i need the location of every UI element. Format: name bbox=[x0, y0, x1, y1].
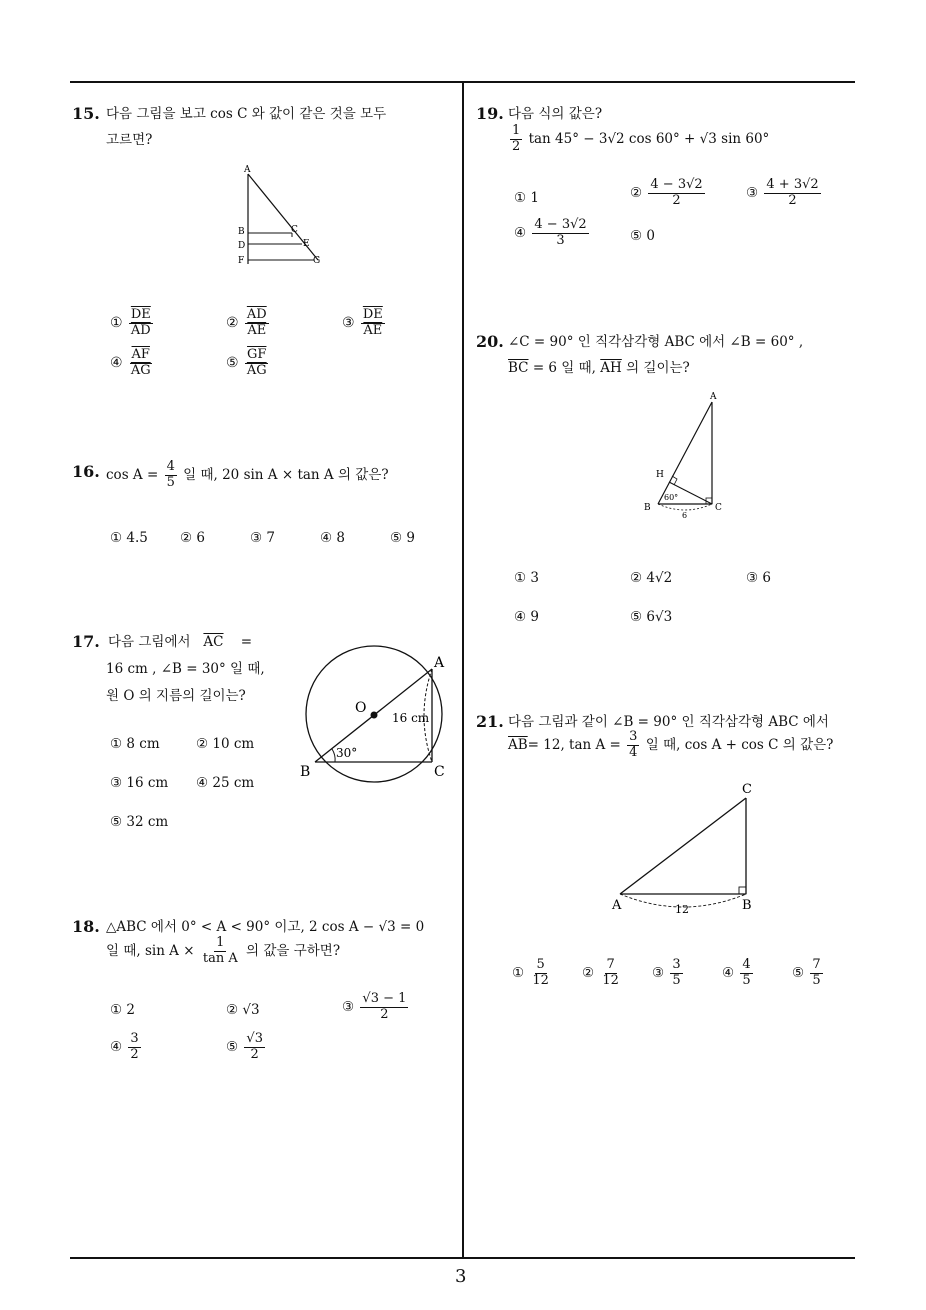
choice-3[interactable]: ③ 7 bbox=[250, 530, 275, 546]
label-a: A bbox=[710, 392, 717, 402]
choice-5[interactable]: ⑤ $\frac{7}{5}$ bbox=[792, 957, 821, 988]
question-number: 18. bbox=[72, 917, 100, 936]
choice-2[interactable]: ② 6 bbox=[180, 530, 205, 546]
label-a: A bbox=[244, 165, 251, 175]
column-divider bbox=[462, 81, 464, 1259]
angle-label: 60° bbox=[664, 493, 679, 502]
choice-1[interactable]: ① 8 cm bbox=[110, 736, 160, 752]
question-number: 20. bbox=[476, 332, 504, 351]
choice-4[interactable]: ④ $\frac{3}{2}$ bbox=[110, 1031, 139, 1062]
choice-4[interactable]: ④ 9 bbox=[514, 609, 539, 625]
choice-2[interactable]: ② $\frac{\overline{AD}}{AE}$ bbox=[226, 307, 267, 338]
choice-1[interactable]: ① 4.5 bbox=[110, 530, 148, 546]
label-c: C bbox=[742, 782, 752, 797]
length-label: 16 cm bbox=[392, 711, 430, 725]
label-e: E bbox=[303, 239, 310, 249]
question-text: △ABC 에서 0° < A < 90° 이고, 2 cos A − √3 = 0 bbox=[106, 919, 425, 935]
choice-5[interactable]: ⑤ 6√3 bbox=[630, 609, 673, 625]
label-o: O bbox=[355, 700, 367, 716]
choice-4[interactable]: ④ 25 cm bbox=[196, 775, 255, 791]
question-text: 원 O 의 지름의 길이는? bbox=[106, 688, 246, 704]
choice-5[interactable]: ⑤ 0 bbox=[630, 228, 655, 244]
question-text: $\overline{AB}= 12$, tan A = $\frac{3}{4}$ 일 때, cos A + cos C 의 값은? bbox=[508, 729, 834, 760]
triangle-figure bbox=[636, 388, 736, 523]
label-f: F bbox=[238, 256, 245, 266]
choice-1[interactable]: ① 1 bbox=[514, 190, 539, 206]
question-number: 19. bbox=[476, 104, 504, 123]
label-c: C bbox=[715, 503, 722, 513]
label-b: B bbox=[300, 764, 311, 780]
choice-2[interactable]: ② $\frac{4 - 3√2}{2}$ bbox=[630, 177, 703, 208]
choice-5[interactable]: ⑤ 9 bbox=[390, 530, 415, 546]
question-text: 고르면? bbox=[106, 132, 153, 148]
circle-figure bbox=[290, 636, 460, 786]
label-b: B bbox=[644, 503, 651, 513]
question-text: 다음 그림과 같이 ∠B = 90° 인 직각삼각형 ABC 에서 bbox=[508, 714, 829, 730]
choice-3[interactable]: ③ 16 cm bbox=[110, 775, 169, 791]
question-text: 다음 그림에서 $\overline{AC}$ = bbox=[108, 634, 252, 650]
question-text: cos A = $\frac{4}{5}$ 일 때, 20 sin A × tan A 의 값은? bbox=[106, 459, 389, 490]
choice-3[interactable]: ③ $\frac{3}{5}$ bbox=[652, 957, 681, 988]
label-a: A bbox=[434, 655, 445, 671]
choice-4[interactable]: ④ 8 bbox=[320, 530, 345, 546]
choice-1[interactable]: ① 2 bbox=[110, 1002, 135, 1018]
choice-3[interactable]: ③ $\frac{√3 - 1}{2}$ bbox=[342, 991, 407, 1022]
choice-1[interactable]: ① $\frac{5}{12}$ bbox=[512, 957, 549, 988]
length-label: 12 bbox=[675, 903, 689, 916]
question-number: 15. bbox=[72, 104, 100, 123]
choice-4[interactable]: ④ $\frac{4}{5}$ bbox=[722, 957, 751, 988]
choice-1[interactable]: ① 3 bbox=[514, 570, 539, 586]
choice-3[interactable]: ③ 6 bbox=[746, 570, 771, 586]
triangle-figure bbox=[606, 776, 766, 916]
label-d: D bbox=[238, 241, 246, 251]
question-text: 일 때, sin A × $\frac{1}{\text{tan A}}$ 의 값을 구하면? bbox=[106, 935, 341, 966]
page-number: 3 bbox=[455, 1266, 467, 1287]
length-label: 6 bbox=[682, 511, 688, 520]
angle-label: 30° bbox=[336, 746, 358, 760]
choice-3[interactable]: ③ $\frac{4 + 3√2}{2}$ bbox=[746, 177, 819, 208]
label-g: G bbox=[313, 256, 321, 266]
question-text: ∠C = 90° 인 직각삼각형 ABC 에서 ∠B = 60° , bbox=[508, 334, 804, 350]
label-c: C bbox=[434, 764, 445, 780]
label-b: B bbox=[238, 227, 245, 237]
question-number: 17. bbox=[72, 632, 100, 651]
choice-2[interactable]: ② √3 bbox=[226, 1002, 260, 1018]
question-text: 다음 식의 값은? bbox=[508, 106, 603, 122]
question-number: 21. bbox=[476, 712, 504, 731]
label-b: B bbox=[742, 898, 752, 913]
question-number: 16. bbox=[72, 462, 100, 481]
question-text: 다음 그림을 보고 cos C 와 값이 같은 것을 모두 bbox=[106, 106, 387, 122]
label-h: H bbox=[656, 470, 664, 480]
choice-2[interactable]: ② 10 cm bbox=[196, 736, 255, 752]
question-text: 16 cm , ∠B = 30° 일 때, bbox=[106, 661, 265, 677]
choice-5[interactable]: ⑤ $\frac{\overline{GF}}{AG}$ bbox=[226, 347, 267, 378]
question-expression: $\frac{1}{2}$ tan 45° − 3√2 cos 60° + √3 sin 60° bbox=[512, 123, 770, 154]
choice-4[interactable]: ④ $\frac{\overline{AF}}{AG}$ bbox=[110, 347, 151, 378]
choice-2[interactable]: ② $\frac{7}{12}$ bbox=[582, 957, 619, 988]
choice-5[interactable]: ⑤ $\frac{√3}{2}$ bbox=[226, 1031, 263, 1062]
choice-4[interactable]: ④ $\frac{4 - 3√2}{3}$ bbox=[514, 217, 587, 248]
label-c: C bbox=[291, 225, 298, 235]
question-text: $\overline{BC} = 6$ 일 때, $\overline{AH}$ 의 길이는? bbox=[508, 360, 690, 376]
label-a: A bbox=[612, 898, 622, 913]
triangle-figure bbox=[230, 160, 330, 270]
choice-3[interactable]: ③ $\frac{\overline{DE}}{AE}$ bbox=[342, 307, 383, 338]
choice-1[interactable]: ① $\frac{\overline{DE}}{AD}$ bbox=[110, 307, 151, 338]
choice-5[interactable]: ⑤ 32 cm bbox=[110, 814, 169, 830]
choice-2[interactable]: ② 4√2 bbox=[630, 570, 673, 586]
